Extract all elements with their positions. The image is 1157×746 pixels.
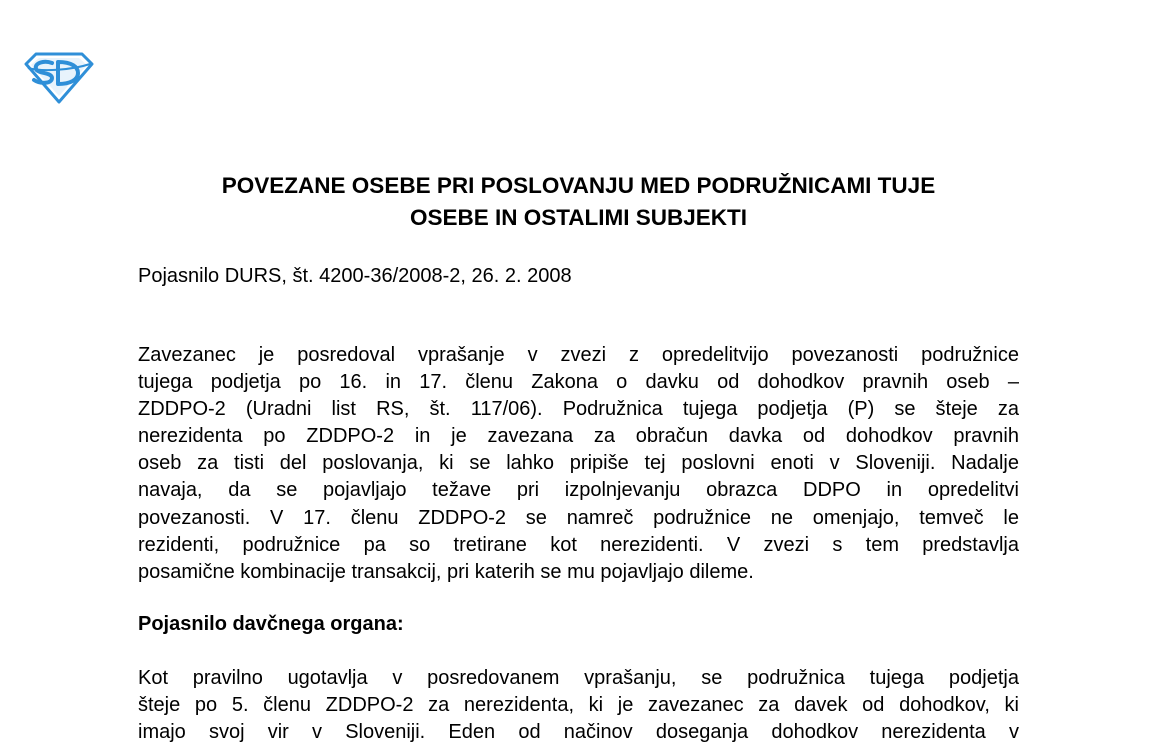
paragraph-line: rezidenti, podružnice pa so tretirane kot nerezidenti. V zvezi s tem predstavlja bbox=[138, 533, 1019, 556]
paragraph-line: šteje po 5. členu ZDDPO-2 za nerezidenta, ki je zavezanec za davek od dohodkov, ki bbox=[138, 694, 1019, 717]
paragraph-line: posamične kombinacije transakcij, pri katerih se mu pojavljajo dileme. bbox=[138, 560, 754, 583]
paragraph-line: ZDDPO-2 (Uradni list RS, št. 117/06). Podružnica tujega podjetja (P) se šteje za bbox=[138, 398, 1019, 421]
paragraph-line: povezanosti. V 17. členu ZDDPO-2 se namreč podružnice ne omenjajo, temveč le bbox=[138, 506, 1019, 529]
paragraph-line: Kot pravilno ugotavlja v posredovanem vprašanju, se podružnica tujega podjetja bbox=[138, 667, 1019, 689]
paragraph-line: navaja, da se pojavljajo težave pri izpolnjevanju obrazca DDPO in opredelitvi bbox=[138, 479, 1019, 502]
paragraph-question bbox=[138, 342, 1019, 586]
section-heading: Pojasnilo davčnega organa: bbox=[138, 613, 404, 635]
document-title bbox=[138, 170, 1019, 234]
paragraph-line: oseb za tisti del poslovanja, ki se lahko pripiše tej poslovni enoti v Sloveniji. Nadalje bbox=[138, 452, 1019, 475]
paragraph-line: imajo svoj vir v Sloveniji. Eden od načinov doseganja dohodkov nerezidenta v bbox=[138, 721, 1019, 744]
paragraph-line: Zavezanec je posredoval vprašanje v zvezi z opredelitvijo povezanosti podružnice bbox=[138, 344, 1019, 366]
title-line-1: POVEZANE OSEBE PRI POSLOVANJU MED PODRUŽNICAMI TUJE bbox=[221, 173, 936, 198]
title-line-2: OSEBE IN OSTALIMI SUBJEKTI bbox=[409, 205, 748, 230]
document-reference: Pojasnilo DURS, št. 4200-36/2008-2, 26. 2. 2008 bbox=[138, 265, 572, 287]
paragraph-answer bbox=[138, 665, 1019, 746]
paragraph-line: tujega podjetja po 16. in 17. členu Zakona o davku od dohodkov pravnih oseb – bbox=[138, 371, 1019, 394]
paragraph-line: nerezidenta po ZDDPO-2 in je zavezana za obračun davka od dohodkov pravnih bbox=[138, 425, 1019, 448]
sd-logo-icon bbox=[22, 50, 96, 104]
